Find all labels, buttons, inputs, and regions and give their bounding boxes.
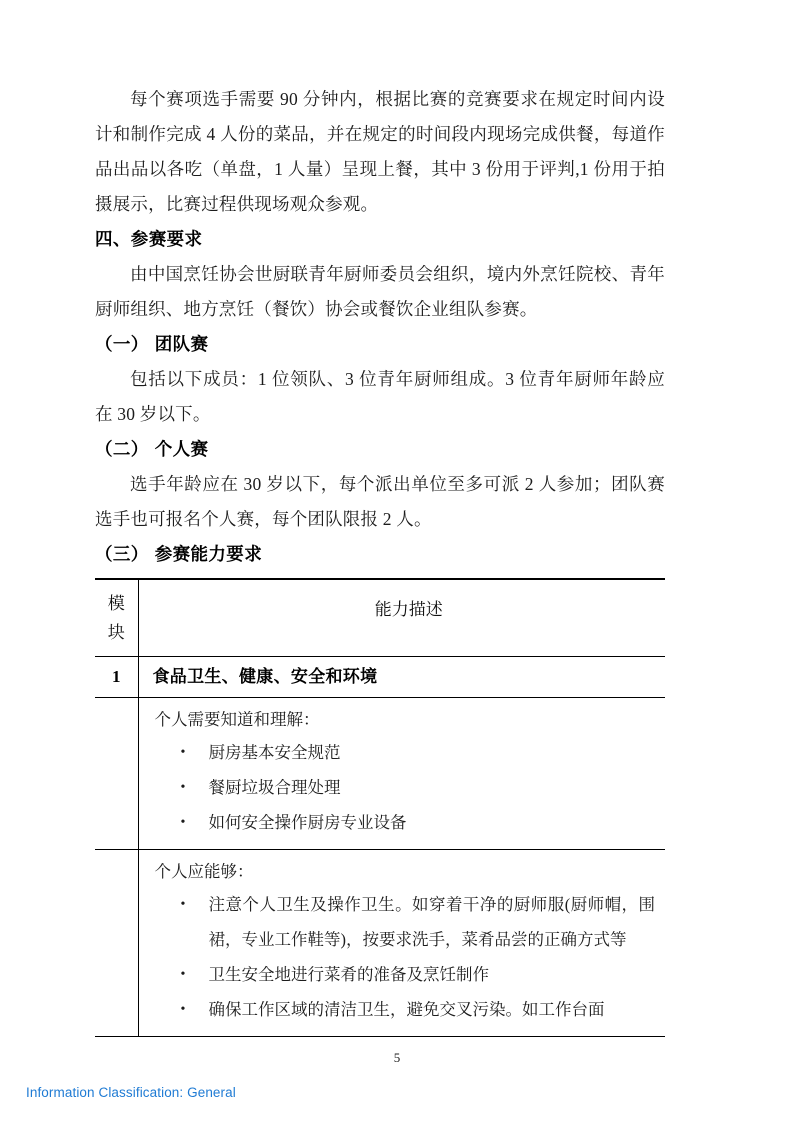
subsection-label-1: （一）: [95, 334, 149, 354]
subsection-title-2: 个人赛: [154, 439, 209, 459]
bullet-icon: •: [180, 815, 186, 830]
ability-lead-in: 个人应能够：: [154, 862, 254, 881]
table-header-description-cell: [138, 579, 665, 657]
page-number: 5: [393, 1050, 401, 1065]
competency-knowledge-cell: [138, 698, 665, 850]
information-classification-footer: Information Classification: General: [26, 1085, 236, 1100]
list-item-text: 餐厨垃圾合理处理: [208, 778, 341, 797]
module-title-cell: [138, 657, 665, 698]
subsection-title-3: 参赛能力要求: [154, 544, 263, 564]
page-content: [95, 82, 665, 1037]
list-item-text: 如何安全操作厨房专业设备: [208, 813, 407, 832]
intro-paragraph: 每个赛项选手需要 90 分钟内，根据比赛的竞赛要求在规定时间内设计和制作完成 4 人份的菜品，并在规定的时间段内现场完成供餐，每道作品出品以各吃（单盘，1 人量）呈现上餐，其中 3 份用于评判,1 份用于拍摄展示，比赛过程供现场观众参观。: [95, 89, 665, 214]
module-header-line2: 块: [107, 623, 125, 642]
list-item-text: 厨房基本安全规范: [208, 743, 341, 762]
list-item: [153, 805, 666, 840]
module-number-blank-1: [95, 698, 138, 712]
module-header-stack: [95, 580, 138, 656]
section-intro-paragraph: 由中国烹饪协会世厨联青年厨师委员会组织，境内外烹饪院校、青年厨师组织、地方烹饪（餐饮）协会或餐饮企业组队参赛。: [95, 264, 665, 319]
description-header-label: 能力描述: [374, 599, 443, 619]
list-item-text: 确保工作区域的清洁卫生，避免交叉污染。如工作台面: [208, 1000, 605, 1019]
competency-ability-cell: [138, 850, 665, 1037]
table-row: [95, 850, 665, 1037]
module-number: 1: [112, 667, 121, 686]
list-item: [153, 735, 666, 770]
bullet-icon: •: [180, 897, 186, 912]
bullet-icon: •: [180, 780, 186, 795]
list-item: [153, 992, 666, 1027]
table-row: [95, 657, 665, 698]
table-header-row: [95, 579, 665, 657]
table-row: [95, 698, 665, 850]
bullet-icon: •: [180, 745, 186, 760]
list-item: [153, 887, 666, 957]
ability-bullet-list: [153, 887, 666, 1027]
module-number-blank-2: [95, 850, 138, 864]
section-heading-participation-requirements: 四、参赛要求: [95, 229, 203, 249]
module-header-line1: 模: [107, 594, 125, 613]
subsection-heading-individual-competition: [95, 432, 665, 467]
module-number-cell-empty-1: [95, 698, 138, 850]
subsection-paragraph-team: 包括以下成员：1 位领队、3 位青年厨师组成。3 位青年厨师年龄应在 30 岁以下。: [95, 369, 665, 424]
knowledge-lead-in: 个人需要知道和理解：: [154, 710, 320, 729]
list-item: [153, 957, 666, 992]
knowledge-bullet-list: [153, 735, 666, 840]
competency-table: [95, 578, 665, 1037]
knowledge-block: [153, 698, 666, 849]
table-header-module-cell: [95, 579, 138, 657]
bullet-icon: •: [180, 1002, 186, 1017]
list-item: [153, 770, 666, 805]
ability-block: [153, 850, 666, 1036]
list-item-text: 卫生安全地进行菜肴的准备及烹饪制作: [208, 965, 489, 984]
subsection-heading-team-competition: [95, 327, 665, 362]
bullet-icon: •: [180, 967, 186, 982]
subsection-label-3: （三）: [95, 544, 149, 564]
subsection-label-2: （二）: [95, 439, 149, 459]
module-number-cell-empty-2: [95, 850, 138, 1037]
subsection-heading-competency-requirements: [95, 537, 665, 572]
subsection-title-1: 团队赛: [154, 334, 209, 354]
list-item-text: 注意个人卫生及操作卫生。如穿着干净的厨师服(厨师帽，围裙，专业工作鞋等)，按要求洗手，菜肴品尝的正确方式等: [208, 895, 655, 949]
module-title: 食品卫生、健康、安全和环境: [152, 667, 378, 686]
subsection-paragraph-individual: 选手年龄应在 30 岁以下，每个派出单位至多可派 2 人参加；团队赛选手也可报名个人赛，每个团队限报 2 人。: [95, 474, 665, 529]
module-number-cell: [95, 657, 138, 698]
